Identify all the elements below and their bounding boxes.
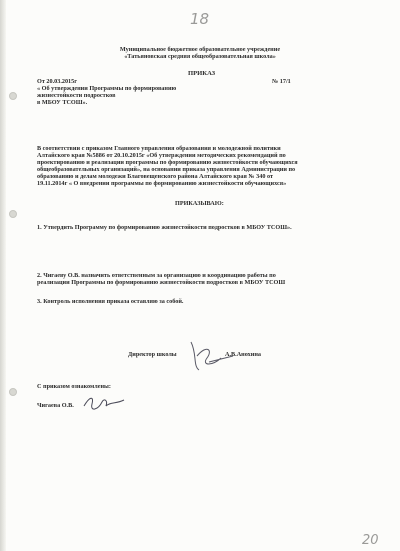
header-line-1: Муниципальное бюджетное образовательное учреждение	[119, 46, 281, 53]
preamble-line: образованию и делам молодежи Благовещенского района Алтайского края № 340 от	[37, 173, 274, 180]
header-line-2: «Татьяновская средняя общеобразовательная школа»	[124, 53, 276, 60]
order-item-3: 3. Контроль исполнения приказа оставляю за собой.	[37, 298, 184, 305]
preamble-line: 19.11.2014г « О внедрении программы по формированию жизнестойкости обучающихся»	[37, 180, 287, 187]
page-number-top: 18	[190, 10, 210, 28]
preamble-line: проектированию и реализации программы по формированию жизнестойкости обучающихся	[37, 159, 298, 166]
punch-hole	[9, 210, 17, 218]
order-item-1: 1. Утвердить Программу по формированию жизнестойкости подростков в МБОУ ТСОШ».	[37, 224, 292, 231]
acquainted-label: С приказом ознакомлены:	[37, 383, 111, 390]
director-name: А.В.Анохина	[225, 351, 261, 358]
page-number-bottom: 20	[362, 533, 379, 548]
title-line-3: в МБОУ ТСОШ».	[37, 99, 88, 106]
preamble-line: В соответствии с приказом Главного управления образования и молодежной политики	[37, 145, 281, 152]
page-edge	[0, 0, 6, 551]
preamble-line: Алтайского края №5886 от 20.10.2015г «Об утверждении методических рекомендаций по	[37, 152, 286, 159]
order-item-2-line-2: реализации Программы по формированию жизнестойкости подростков в МБОУ ТСОШ	[37, 279, 286, 286]
doc-type: ПРИКАЗ	[188, 70, 216, 77]
doc-number: № 17/1	[272, 78, 291, 85]
order-word: ПРИКАЗЫВАЮ:	[175, 200, 224, 207]
punch-hole	[9, 388, 17, 396]
preamble-line: общеобразовательных организаций», на основании приказа управления Администрации по	[37, 166, 296, 173]
order-item-2-line-1: 2. Чигаеву О.В. назначить ответственным за организацию и координацию работы по	[37, 272, 276, 279]
acquainted-name: Чигаева О.В.	[37, 402, 74, 409]
title-line-1: « Об утверждении Программы по формированию	[37, 85, 177, 92]
title-line-2: жизнестойкости подростков	[37, 92, 116, 99]
doc-date: От 20.03.2015г	[37, 78, 78, 85]
director-label: Директор школы	[128, 351, 177, 358]
punch-hole	[9, 92, 17, 100]
